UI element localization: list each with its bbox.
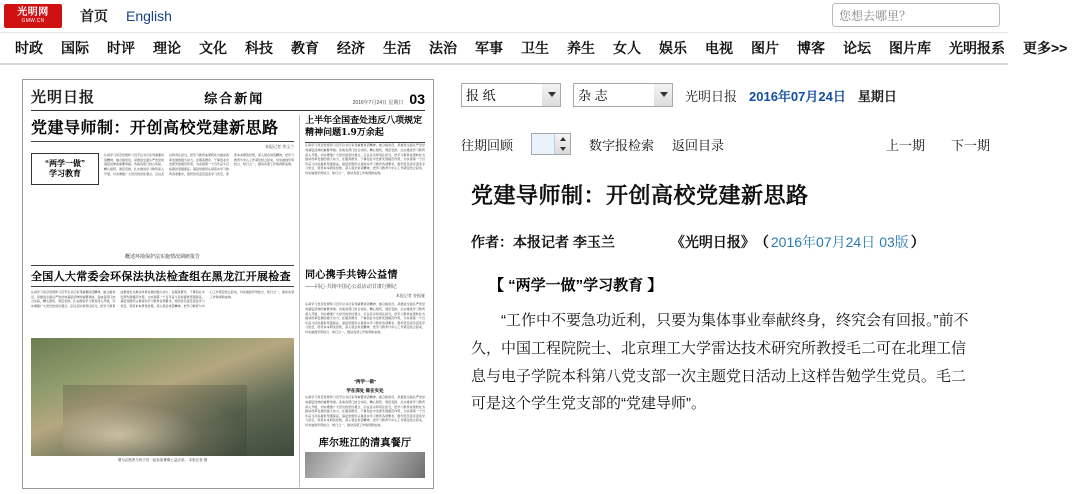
nav-item-boke[interactable]: 博客 <box>797 40 825 56</box>
newspaper-header <box>31 86 425 111</box>
newspaper-right-byline-2: 本报记者 金振娅 <box>395 293 425 299</box>
nav-item-fazhi[interactable]: 法治 <box>429 40 457 56</box>
nav-item-jiaoyu[interactable]: 教育 <box>291 40 319 56</box>
article-source[interactable]: 《光明日报》 <box>670 234 755 250</box>
newspaper-date-line: 2016年7月24日 星期日 <box>352 99 404 106</box>
site-logo[interactable] <box>4 4 62 28</box>
magazine-select-wrapper[interactable] <box>573 83 673 107</box>
issue-date: 2016年07月24日 <box>749 88 846 104</box>
article-meta <box>461 232 994 252</box>
english-link[interactable]: English <box>126 8 172 24</box>
reader-pane <box>447 65 1008 494</box>
magazine-select[interactable] <box>573 83 673 107</box>
nav-item-more[interactable]: 更多>> <box>1023 40 1068 56</box>
newspaper-page-image[interactable] <box>22 79 434 489</box>
article-section-label: 【 “两学一做”学习教育 】 <box>489 277 663 294</box>
newspaper-right-headline-3[interactable]: 库尔班江的清真餐厅 <box>318 438 412 450</box>
newspaper-pane <box>0 65 447 494</box>
nav-item-lilun[interactable]: 理论 <box>153 40 181 56</box>
search-placeholder-text: 您想去哪里？ <box>839 8 912 23</box>
newspaper-right-mini-2: 学在深处 做在实处 <box>346 388 384 394</box>
search-input[interactable] <box>832 3 1000 27</box>
newspaper-right-headline-2[interactable]: 同心携手共铸公益情 <box>305 270 398 282</box>
campaign-badge <box>31 153 99 185</box>
archive-link[interactable]: 往期回顾 <box>461 137 514 153</box>
issue-weekday: 星期日 <box>857 88 897 104</box>
issue-stepper-buttons[interactable] <box>555 134 570 154</box>
paper-select-wrapper[interactable] <box>461 83 561 107</box>
logo-text-cn: 光明网 <box>17 7 49 18</box>
newspaper-lead-byline: 本报记者 李玉兰 <box>264 144 295 149</box>
paper-select[interactable] <box>461 83 561 107</box>
article-author: 作者：本报记者 李玉兰 <box>471 234 615 250</box>
nav-item-keji[interactable]: 科技 <box>245 40 273 56</box>
issue-stepper[interactable] <box>531 133 571 155</box>
nav-item-tupianku[interactable]: 图片库 <box>889 40 931 56</box>
nav-item-yule[interactable]: 娱乐 <box>659 40 687 56</box>
newspaper-section-name: 综合新闻 <box>204 91 265 106</box>
newspaper-photo-caption: 图为志愿者与孩子们一起参加暑期公益活动。 本报记者 摄 <box>117 458 208 462</box>
logo-text-en: GMW.CN <box>21 18 45 24</box>
nav-item-weisheng[interactable]: 卫生 <box>521 40 549 56</box>
nav-item-junshi[interactable]: 军事 <box>475 40 503 56</box>
issue-pager <box>886 135 990 154</box>
article-paren-open: （ <box>754 234 769 250</box>
back-to-catalog-link[interactable]: 返回目录 <box>672 137 725 153</box>
nav-item-yangsheng[interactable]: 养生 <box>567 40 595 56</box>
article-paragraph: “工作中不要急功近利，只要为集体事业奉献终身，终究会有回报。”前不久，中国工程院院士、北京理工大学雷达技术研究所教授毛二可在北理工信息与电子学院本科第八党支部一次主题党日活动上这样告勉学生党员。毛二可是这个学生党支部的“党建导师”。 <box>471 312 969 413</box>
issue-controls <box>461 83 994 107</box>
newspaper-lead-headline[interactable]: 党建导师制：开创高校党建新思路 <box>31 115 294 142</box>
article-page: 03版 <box>879 234 909 250</box>
nav-item-dianshi[interactable]: 电视 <box>705 40 733 56</box>
next-issue-link[interactable]: 下一期 <box>950 137 990 153</box>
newspaper-right-subhead-2: ——同心·共铸中国心公益活动甘肃行侧记 <box>305 284 397 291</box>
nav-item-shenghuo[interactable]: 生活 <box>383 40 411 56</box>
nav-item-nvren[interactable]: 女人 <box>613 40 641 56</box>
newspaper-body <box>31 115 425 487</box>
nav-item-tupian[interactable]: 图片 <box>751 40 779 56</box>
paper-name-label: 光明日报 <box>685 88 738 104</box>
newspaper-right-text-3: 认真学习党章党规和习近平总书记系列重要讲话精神，做合格党员，是推进全面从严治党向基层延伸的重要举措。各地各部门结合实际，精心组织，周密安排，扎实推进学习教育深入开展，切实增强广大党员的党性观念、宗旨意识和责任担当，把学习教育成果转化为推动改革发展的强大动力，在服务群众、干事创业中发挥先锋模范作用，为实现第一个百年奋斗目标提供坚强保证。基层党组织认真落实学习教育各项要求，组织党员逐章逐条学习党章，原原本本研读党规，深入领会讲话精神，把学习教育与中心工作紧密结合起来，切实做到学用结合、知行合一，推动各项工作取得新成效。 <box>305 395 425 428</box>
issue-stepper-field[interactable] <box>532 134 555 154</box>
nav-item-guoji[interactable]: 国际 <box>61 40 89 56</box>
chevron-up-icon[interactable] <box>560 137 566 141</box>
article-paren-close: ） <box>910 234 925 250</box>
newspaper-right-headline-1[interactable]: 上半年全国查处违反八项规定精神问题1.9万余起 <box>305 115 425 143</box>
home-link[interactable]: 首页 <box>80 8 108 24</box>
chevron-down-icon[interactable] <box>560 147 566 151</box>
main-content <box>0 65 1008 494</box>
newspaper-right-text-2: 认真学习党章党规和习近平总书记系列重要讲话精神，做合格党员，是推进全面从严治党向基层延伸的重要举措。各地各部门结合实际，精心组织，周密安排，扎实推进学习教育深入开展，切实增强广大党员的党性观念、宗旨意识和责任担当，把学习教育成果转化为推动改革发展的强大动力，在服务群众、干事创业中发挥先锋模范作用，为实现第一个百年奋斗目标提供坚强保证。基层党组织认真落实学习教育各项要求，组织党员逐章逐条学习党章，原原本本研读党规，深入领会讲话精神，把学习教育与中心工作紧密结合起来，切实做到学用结合、知行合一，推动各项工作取得新成效。 <box>305 302 425 335</box>
nav-item-shizheng[interactable]: 时政 <box>15 40 43 56</box>
prev-issue-link[interactable]: 上一期 <box>885 137 925 153</box>
campaign-badge-line2: 学习教育 <box>49 169 81 178</box>
newspaper-masthead: 光明日报 <box>31 88 96 106</box>
digital-search-link[interactable]: 数字报检索 <box>589 137 655 153</box>
top-bar <box>0 0 1008 33</box>
nav-item-wenhua[interactable]: 文化 <box>199 40 227 56</box>
main-nav <box>0 33 1068 65</box>
newspaper-second-text: 认真学习党章党规和习近平总书记系列重要讲话精神，做合格党员，是推进全面从严治党向基层延伸的重要举措。各地各部门结合实际，精心组织，周密安排，扎实推进学习教育深入开展，切实增强广大党员的党性观念、宗旨意识和责任担当，把学习教育成果转化为推动改革发展的强大动力，在服务群众、干事创业中发挥先锋模范作用，为实现第一个百年奋斗目标提供坚强保证。基层党组织认真落实学习教育各项要求，组织党员逐章逐条学习党章，原原本本研读党规，深入领会讲话精神，把学习教育与中心工作紧密结合起来，切实做到学用结合、知行合一，推动各项工作取得新成效。 <box>31 290 295 308</box>
nav-item-luntan[interactable]: 论坛 <box>843 40 871 56</box>
newspaper-lead-text: 认真学习党章党规和习近平总书记系列重要讲话精神，做合格党员，是推进全面从严治党向基层延伸的重要举措。各地各部门结合实际，精心组织，周密安排，扎实推进学习教育深入开展，切实增强广大党员的党性观念、宗旨意识和责任担当，把学习教育成果转化为推动改革发展的强大动力，在服务群众、干事创业中发挥先锋模范作用，为实现第一个百年奋斗目标提供坚强保证。基层党组织认真落实学习教育各项要求，组织党员逐章逐条学习党章，原原本本研读党规，深入领会讲话精神，把学习教育与中心工作紧密结合起来，切实做到学用结合、知行合一，推动各项工作取得新成效。 <box>104 153 295 176</box>
newspaper-page-number: 03 <box>409 91 425 107</box>
newspaper-right-text-1: 认真学习党章党规和习近平总书记系列重要讲话精神，做合格党员，是推进全面从严治党向基层延伸的重要举措。各地各部门结合实际，精心组织，周密安排，扎实推进学习教育深入开展，切实增强广大党员的党性观念、宗旨意识和责任担当，把学习教育成果转化为推动改革发展的强大动力，在服务群众、干事创业中发挥先锋模范作用，为实现第一个百年奋斗目标提供坚强保证。基层党组织认真落实学习教育各项要求，组织党员逐章逐条学习党章，原原本本研读党规，深入领会讲话精神，把学习教育与中心工作紧密结合起来，切实做到学用结合、知行合一，推动各项工作取得新成效。 <box>305 143 425 176</box>
newspaper-right-mini-1: “两学一做” <box>353 379 377 385</box>
nav-item-shiping[interactable]: 时评 <box>107 40 135 56</box>
newspaper-right-column <box>300 115 425 487</box>
newspaper-second-kicker: 概述环境保护法实施情况调研报告 <box>125 254 201 260</box>
article-date: 2016年07月24日 <box>770 234 876 250</box>
article-title: 党建导师制：开创高校党建新思路 <box>471 183 809 208</box>
newspaper-second-headline[interactable]: 全国人大常委会环保法执法检查组在黑龙江开展检查 <box>31 265 294 287</box>
newspaper-left-columns <box>31 115 300 487</box>
nav-item-jingji[interactable]: 经济 <box>337 40 365 56</box>
reader-toolbar <box>461 133 994 155</box>
campaign-badge-line1: “两学一做” <box>45 158 85 168</box>
newspaper-photo <box>31 338 294 456</box>
newspaper-right-photo <box>305 452 425 478</box>
nav-item-baoxi[interactable]: 光明报系 <box>949 40 1005 56</box>
